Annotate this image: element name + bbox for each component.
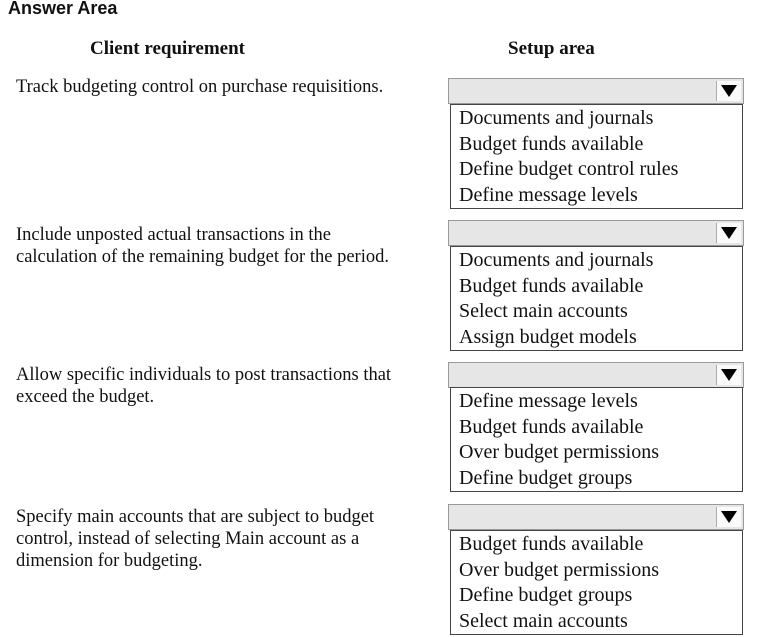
requirement-line: Specify main accounts that are subject to budget [16, 507, 375, 527]
option[interactable]: Define budget control rules [459, 158, 679, 181]
requirement-3 [16, 364, 436, 408]
option[interactable]: Over budget permissions [459, 558, 659, 581]
requirement-line: Allow specific individuals to post transactions that [16, 365, 392, 385]
chevron-down-icon [721, 85, 737, 97]
dropdown-2[interactable] [448, 220, 744, 246]
option[interactable]: Define message levels [459, 390, 638, 412]
option[interactable]: Define budget groups [459, 466, 633, 489]
requirement-line: calculation of the remaining budget for the period. [16, 247, 389, 267]
setup-area-header: Setup area [508, 38, 595, 59]
dropdown-4[interactable] [448, 504, 744, 530]
option[interactable]: Documents and journals [459, 107, 654, 129]
option[interactable]: Over budget permissions [459, 441, 659, 464]
chevron-down-icon [721, 511, 737, 523]
option[interactable]: Select main accounts [459, 609, 628, 632]
requirement-1 [16, 76, 436, 98]
dropdown-button[interactable] [716, 223, 741, 243]
requirement-line: exceed the budget. [16, 387, 155, 407]
dropdown-3[interactable] [448, 362, 744, 388]
options-list-3 [450, 387, 743, 492]
option[interactable]: Budget funds available [459, 533, 644, 555]
option[interactable]: Documents and journals [459, 249, 654, 271]
chevron-down-icon [721, 369, 737, 381]
options-list-1 [450, 104, 743, 209]
requirement-line: Track budgeting control on purchase requisitions. [16, 77, 384, 97]
option[interactable]: Budget funds available [459, 274, 644, 297]
option[interactable]: Budget funds available [459, 132, 644, 155]
option[interactable]: Define message levels [459, 183, 638, 206]
requirement-line: Include unposted actual transactions in the [16, 225, 331, 245]
requirement-line: control, instead of selecting Main account as a [16, 529, 360, 549]
option[interactable]: Budget funds available [459, 415, 644, 438]
options-list-4 [450, 530, 743, 635]
option[interactable]: Select main accounts [459, 300, 628, 323]
option[interactable]: Define budget groups [459, 584, 633, 607]
requirement-2 [16, 224, 436, 268]
requirement-4 [16, 506, 436, 572]
dropdown-button[interactable] [716, 81, 741, 101]
chevron-down-icon [721, 227, 737, 239]
dropdown-button[interactable] [716, 507, 741, 527]
options-list-2 [450, 246, 743, 351]
option[interactable]: Assign budget models [459, 325, 637, 348]
dropdown-button[interactable] [716, 365, 741, 385]
answer-area-title: Answer Area [8, 0, 118, 18]
client-requirement-header: Client requirement [90, 38, 245, 59]
requirement-line: dimension for budgeting. [16, 551, 203, 571]
dropdown-1[interactable] [448, 78, 744, 104]
